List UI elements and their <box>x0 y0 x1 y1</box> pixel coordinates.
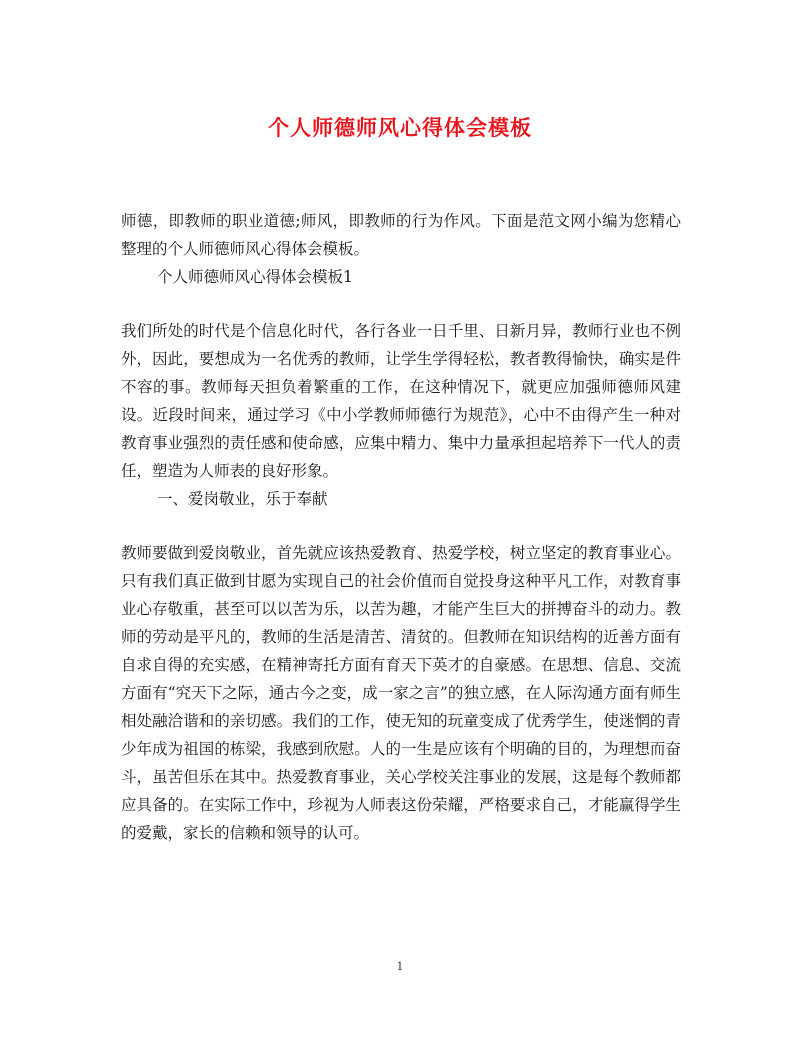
spacer <box>121 513 681 539</box>
spacer <box>121 291 681 317</box>
section-heading: 一、爱岗敬业，乐于奉献 <box>157 490 328 508</box>
body-paragraph-2: 教师要做到爱岗敬业，首先就应该热爱教育、热爱学校，树立坚定的教育事业心。只有我们真正做到甘愿为实现自己的社会价值而自觉投身这种平凡工作，对教育事业心存敬重，甚至可以以苦为乐，以苦为趣，才能产生巨大的拼搏奋斗的动力。教师的劳动是平凡的，教师的生活是清苦、清贫的。但教师在知识结构的近善方面有自求自得的充实感，在精神寄托方面有育天下英才的自豪感。在思想、信息、交流方面有“究天下之际，通古今之变，成一家之言”的独立感，在人际沟通方面有师生相处融洽谐和的亲切感。我们的工作，使无知的玩童变成了优秀学生，使迷惘的青少年成为祖国的栋梁，我感到欣慰。人的一生是应该有个明确的目的，为理想而奋斗，虽苦但乐在其中。热爱教育事业，关心学校关注事业的发展，这是每个教师都应具备的。在实际工作中，珍视为人师表这份荣耀，严格要求自己，才能赢得学生的爱戴，家长的信赖和领导的认可。 <box>121 544 681 842</box>
document-title: 个人师德师风心得体会模板 <box>268 115 532 140</box>
document-body <box>121 207 681 847</box>
intro-paragraph: 师德，即教师的职业道德;师风，即教师的行为作风。下面是范文网小编为您精心整理的个人师德师风心得体会模板。 <box>121 212 681 258</box>
page-number: 1 <box>396 960 404 973</box>
body-paragraph-1: 我们所处的时代是个信息化时代，各行各业一日千里、日新月异，教师行业也不例外，因此，要想成为一名优秀的教师，让学生学得轻松，教者教得愉快，确实是件不容的事。教师每天担负着繁重的工作，在这种情况下，就更应加强师德师风建设。近段时间来，通过学习《中小学教师师德行为规范》，心中不由得产生一种对教育事业强烈的责任感和使命感，应集中精力、集中力量承担起培养下一代人的责任，塑造为人师表的良好形象。 <box>121 322 681 480</box>
subheading: 个人师德师风心得体会模板1 <box>157 268 353 286</box>
